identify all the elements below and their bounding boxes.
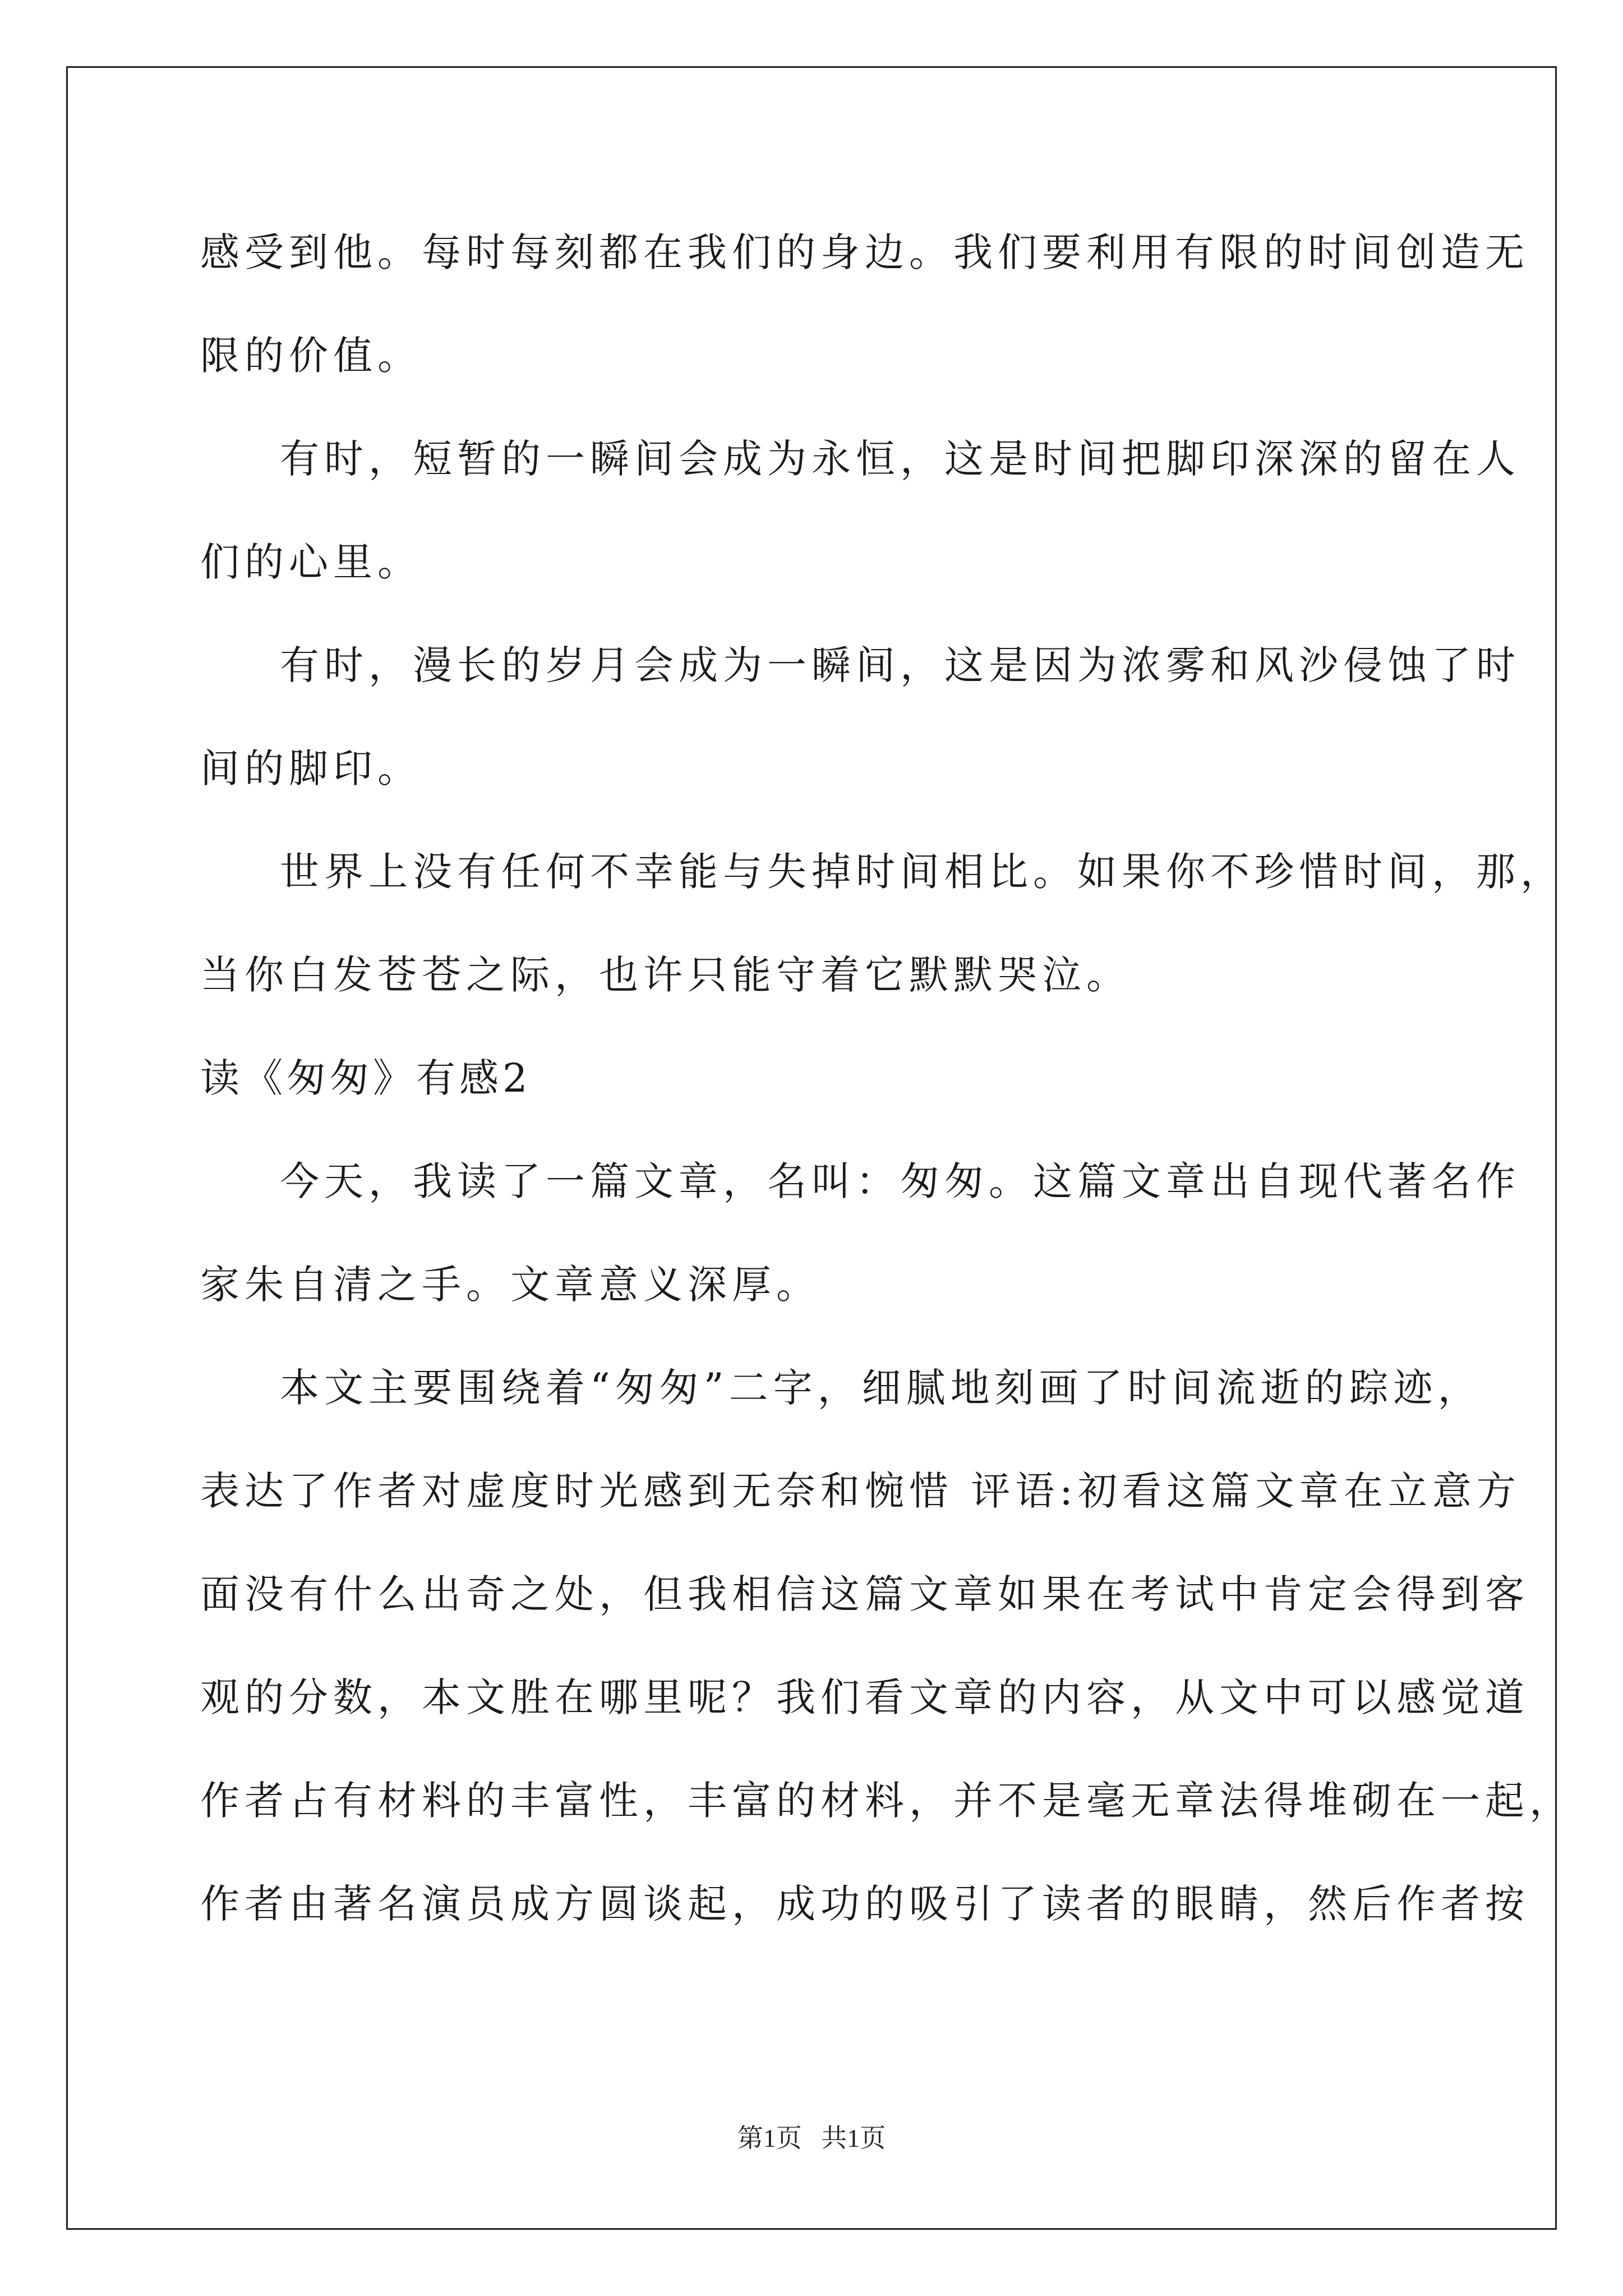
document-body (200, 219, 1574, 1973)
paragraph-start: 有时，漫长的岁月会成为一瞬间，这是因为浓雾和风沙侵蚀了时 (280, 642, 1520, 688)
text-line: 们的心里。 (200, 539, 422, 585)
text-line: 观的分数，本文胜在哪里呢？我们看文章的内容，从文中可以感觉道 (200, 1674, 1529, 1720)
text-line: 感受到他。每时每刻都在我们的身边。我们要利用有限的时间创造无 (200, 229, 1529, 275)
text-line: 家朱自清之手。文章意义深厚。 (200, 1262, 820, 1308)
page-footer: 第1页 共1页 (737, 2124, 886, 2152)
text-line: 作者由著名演员成方圆谈起，成功的吸引了读者的眼睛，然后作者按 (200, 1881, 1529, 1927)
text-line: 间的脚印。 (200, 746, 422, 792)
paragraph-start: 今天，我读了一篇文章，名叫：匆匆。这篇文章出自现代著名作 (280, 1158, 1520, 1204)
text-line: 作者占有材料的丰富性，丰富的材料，并不是毫无章法得堆砌在一起， (200, 1778, 1574, 1824)
text-line: 面没有什么出奇之处，但我相信这篇文章如果在考试中肯定会得到客 (200, 1571, 1529, 1617)
text-line: 限的价值。 (200, 333, 422, 379)
paragraph-start: 有时，短暂的一瞬间会成为永恒，这是时间把脚印深深的留在人 (280, 436, 1520, 482)
text-line: 表达了作者对虚度时光感到无奈和惋惜 评语:初看这篇文章在立意方 (200, 1468, 1521, 1514)
paragraph-start: 本文主要围绕着“匆匆”二字，细腻地刻画了时间流逝的踪迹， (280, 1365, 1482, 1411)
text-line: 当你白发苍苍之际，也许只能守着它默默哭泣。 (200, 952, 1131, 998)
section-heading: 读《匆匆》有感2 (200, 1055, 532, 1101)
paragraph-start: 世界上没有任何不幸能与失掉时间相比。如果你不珍惜时间，那， (280, 849, 1565, 895)
